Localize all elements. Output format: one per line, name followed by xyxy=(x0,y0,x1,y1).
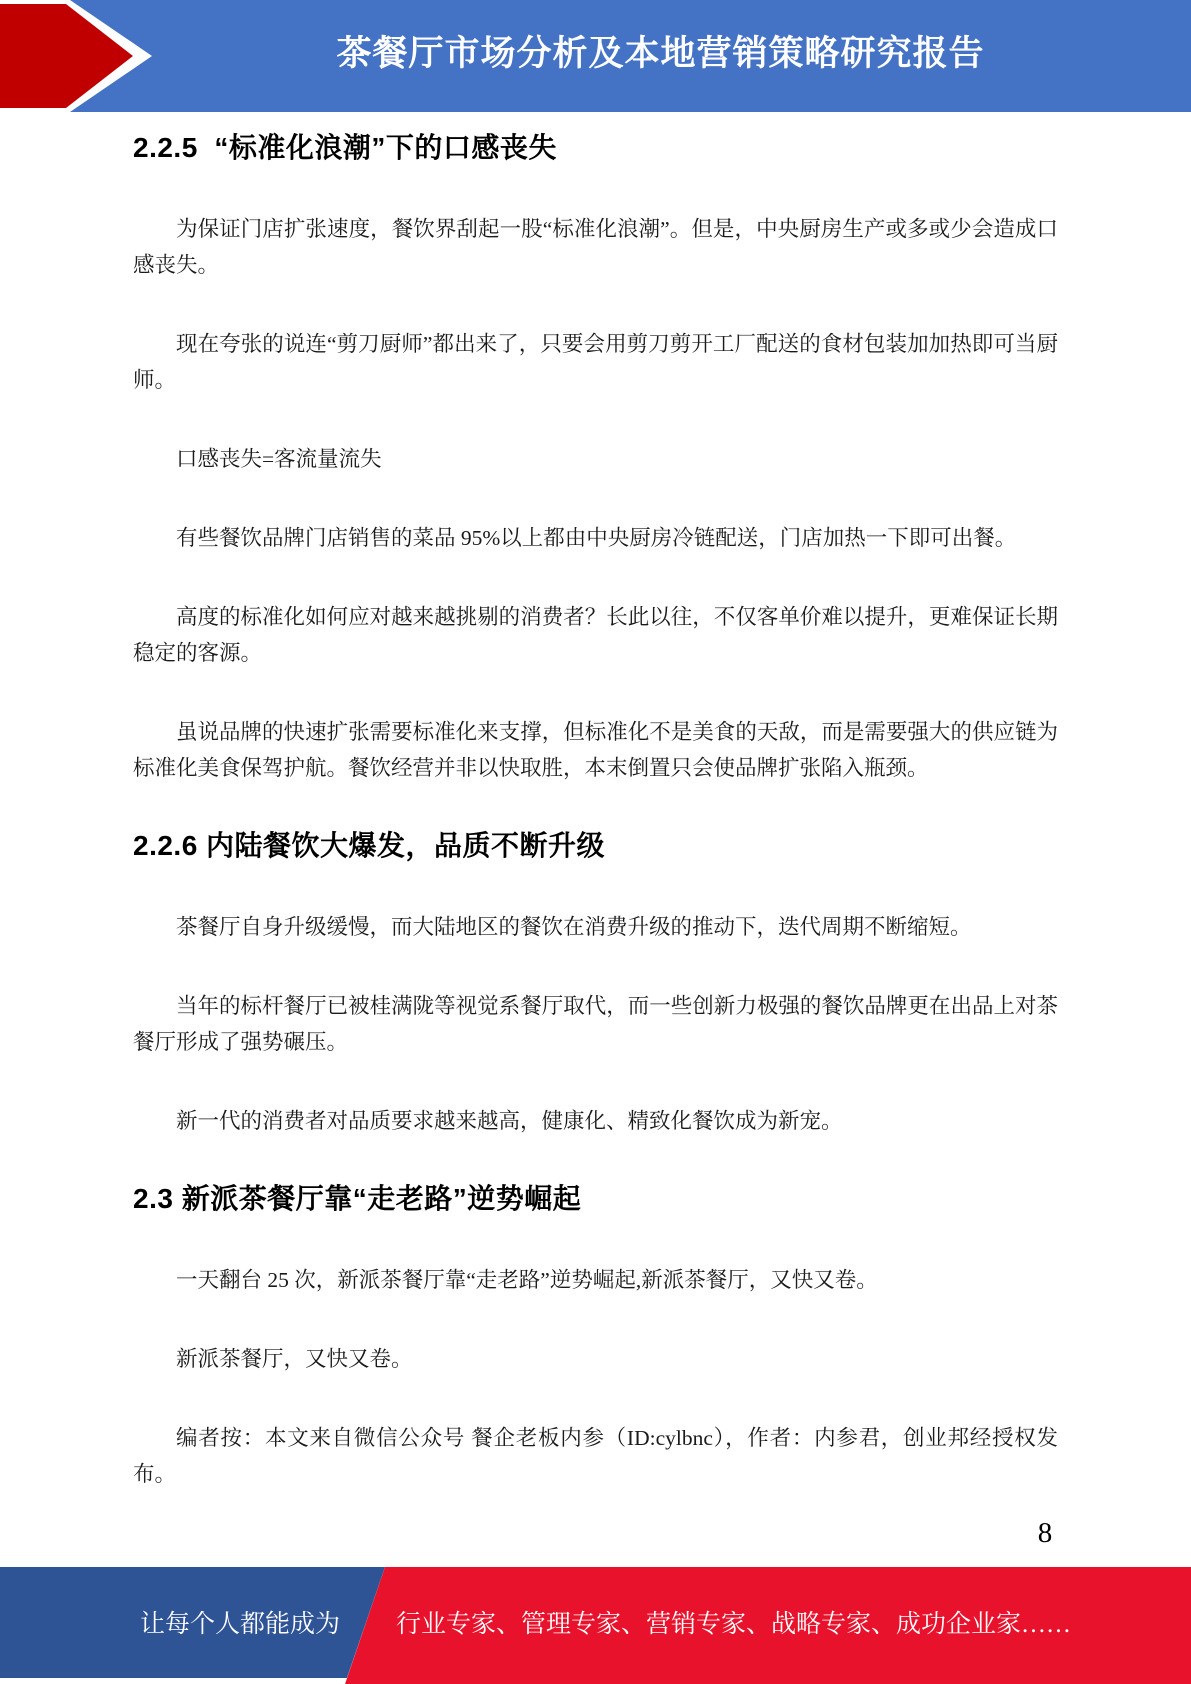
section-heading: 2.2.6 内陆餐饮大爆发，品质不断升级 xyxy=(133,830,606,861)
paragraph: 编者按：本文来自微信公众号 餐企老板内参（ID:cylbnc），作者：内参君，创业邦经授权发布。 xyxy=(133,1426,1058,1486)
section-2-3 xyxy=(133,1179,1058,1492)
chevron-right-icon xyxy=(0,0,170,112)
page-footer xyxy=(0,1567,1191,1684)
page-title: 茶餐厅市场分析及本地营销策略研究报告 xyxy=(336,34,985,73)
paragraph: 为保证门店扩张速度，餐饮界刮起一股“标准化浪潮”。但是，中央厨房生产或多或少会造成口感丧失。 xyxy=(133,217,1058,277)
paragraph: 一天翻台 25 次，新派茶餐厅靠“走老路”逆势崛起,新派茶餐厅，又快又卷。 xyxy=(176,1268,878,1292)
paragraph: 现在夸张的说连“剪刀厨师”都出来了，只要会用剪刀剪开工厂配送的食材包装加加热即可当厨师。 xyxy=(133,332,1058,392)
footer-slogan-left: 让每个人都能成为 xyxy=(140,1611,341,1638)
paragraph: 虽说品牌的快速扩张需要标准化来支撑，但标准化不是美食的天敌，而是需要强大的供应链为标准化美食保驾护航。餐饮经营并非以快取胜，本末倒置只会使品牌扩张陷入瓶颈。 xyxy=(133,720,1058,780)
document-body xyxy=(133,128,1058,1492)
section-2-2-5 xyxy=(133,128,1058,786)
section-heading: 2.2.5 “标准化浪潮”下的口感丧失 xyxy=(133,132,557,163)
paragraph: 当年的标杆餐厅已被桂满陇等视觉系餐厅取代，而一些创新力极强的餐饮品牌更在出品上对茶餐厅形成了强势碾压。 xyxy=(133,994,1058,1054)
paragraph: 新一代的消费者对品质要求越来越高，健康化、精致化餐饮成为新宠。 xyxy=(176,1109,843,1133)
paragraph: 新派茶餐厅，又快又卷。 xyxy=(176,1347,413,1371)
section-heading: 2.3 新派茶餐厅靠“走老路”逆势崛起 xyxy=(133,1183,582,1214)
paragraph: 口感丧失=客流量流失 xyxy=(176,447,382,471)
page-header xyxy=(0,0,1191,112)
paragraph: 茶餐厅自身升级缓慢，而大陆地区的餐饮在消费升级的推动下，迭代周期不断缩短。 xyxy=(176,915,972,939)
footer-slogan-right: 行业专家、管理专家、营销专家、战略专家、成功企业家…… xyxy=(396,1611,1072,1638)
page-number: 8 xyxy=(1037,1517,1053,1549)
paragraph: 有些餐饮品牌门店销售的菜品 95%以上都由中央厨房冷链配送，门店加热一下即可出餐。 xyxy=(176,526,1017,550)
paragraph: 高度的标准化如何应对越来越挑剔的消费者？长此以往，不仅客单价难以提升，更难保证长期稳定的客源。 xyxy=(133,605,1058,665)
section-2-2-6 xyxy=(133,826,1058,1139)
